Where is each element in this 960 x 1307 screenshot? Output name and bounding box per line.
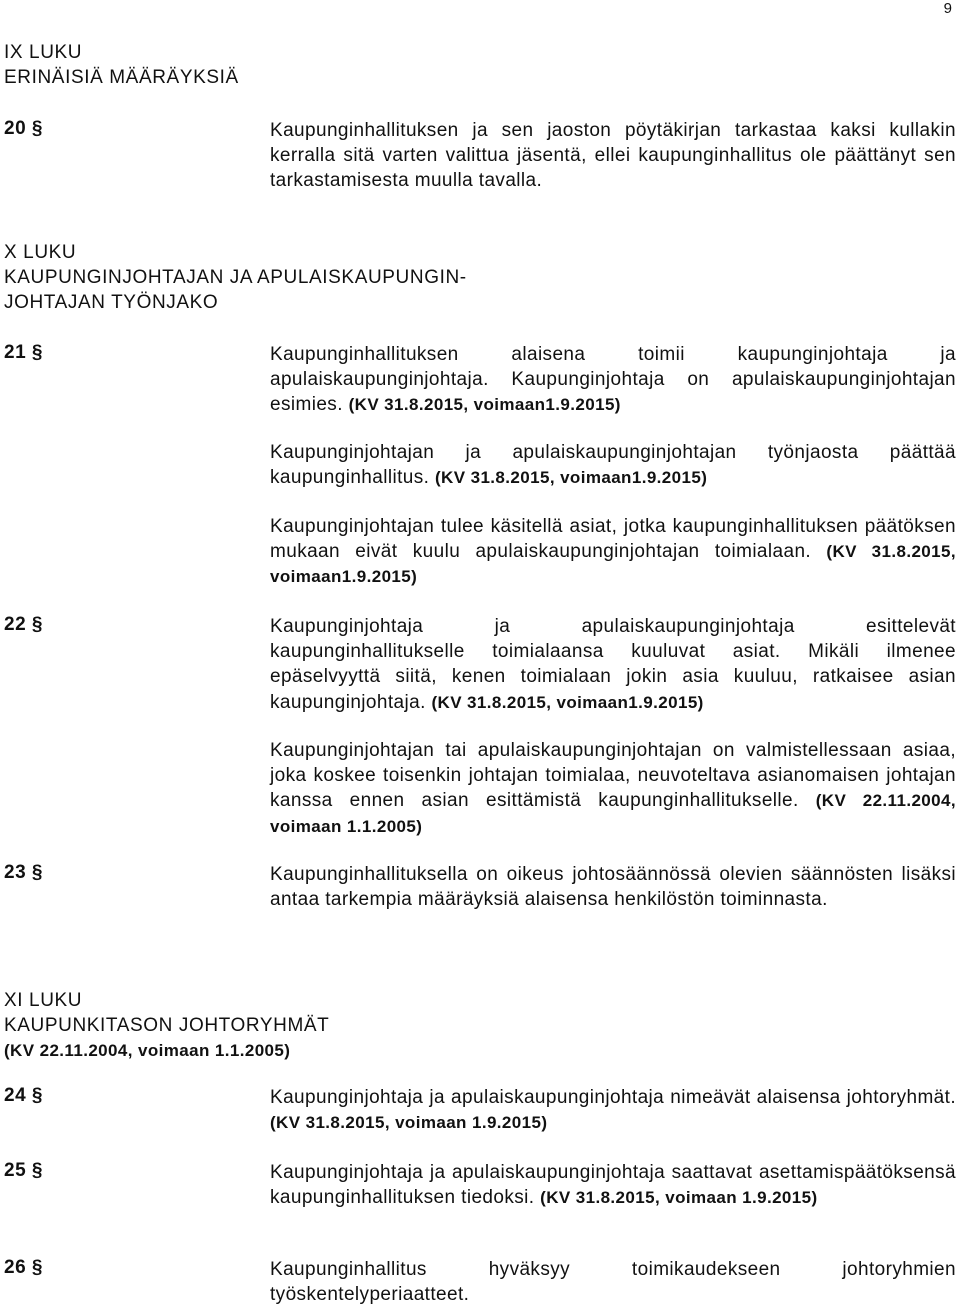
section-number-26: 26 § bbox=[4, 1257, 43, 1278]
section-25-paragraph-1 bbox=[270, 1160, 956, 1210]
chapter-number: IX LUKU bbox=[4, 42, 83, 63]
chapter-amendment-reference: (KV 22.11.2004, voimaan 1.1.2005) bbox=[4, 1041, 291, 1060]
amendment-reference: (KV 22.11.2004, voimaan 1.1.2005) bbox=[270, 791, 956, 836]
chapter-number: XI LUKU bbox=[4, 990, 83, 1011]
section-24-paragraph-1 bbox=[270, 1085, 956, 1135]
paragraph-text: Kaupunginjohtaja ja apulaiskaupunginjohtaja saattavat asettamispäätöksensä kaupunginhallituksen tiedoksi. bbox=[270, 1162, 956, 1209]
section-21-paragraph-1 bbox=[270, 342, 956, 418]
amendment-reference: (KV 31.8.2015, voimaan 1.9.2015) bbox=[270, 1113, 548, 1133]
paragraph-text: Kaupunginjohtaja ja apulaiskaupunginjohtaja esittelevät kaupunginhallitukselle toimialaansa kuuluvat asiat. Mikäli ilmenee epäselvyyttä siitä, kenen toimialaan jokin asia kuuluu, ratkaisee asian kaupunginjohtaja. bbox=[270, 616, 956, 713]
chapter-heading-xi bbox=[4, 988, 329, 1063]
paragraph-text: Kaupunginjohtajan tai apulaiskaupunginjohtajan on valmistellessaan asiaa, joka koskee toisenkin johtajan toimialaa, neuvoteltava asianomaisen johtajan kanssa ennen asian esittämistä kaupunginhallitukselle. bbox=[270, 740, 956, 812]
paragraph-text: Kaupunginhallituksen alaisena toimii kaupunginjohtaja ja apulaiskaupunginjohtaja. Kaupunginjohtaja on apulaiskaupunginjohtajan esimies. bbox=[270, 344, 956, 416]
chapter-title-line-1: KAUPUNGINJOHTAJAN JA APULAISKAUPUNGIN- bbox=[4, 267, 467, 288]
amendment-reference: (KV 31.8.2015, voimaan1.9.2015) bbox=[431, 692, 704, 712]
chapter-title: KAUPUNKITASON JOHTORYHMÄT bbox=[4, 1015, 330, 1036]
paragraph-text: Kaupunginjohtaja ja apulaiskaupunginjohtaja nimeävät alaisensa johtoryhmät. bbox=[270, 1087, 956, 1108]
amendment-reference: (KV 31.8.2015, voimaan1.9.2015) bbox=[270, 542, 956, 587]
chapter-title-line-2: JOHTAJAN TYÖNJAKO bbox=[4, 292, 219, 313]
amendment-reference: (KV 31.8.2015, voimaan1.9.2015) bbox=[348, 395, 621, 415]
section-21-paragraph-3 bbox=[270, 514, 956, 590]
section-21-paragraph-2 bbox=[270, 440, 956, 490]
section-number-23: 23 § bbox=[4, 862, 43, 883]
paragraph-text: Kaupunginjohtajan tulee käsitellä asiat, jotka kaupunginhallituksen päätöksen mukaan eivät kuulu apulaiskaupunginjohtajan toimialaan. bbox=[270, 516, 956, 563]
section-number-22: 22 § bbox=[4, 614, 43, 635]
paragraph-text: Kaupunginjohtajan ja apulaiskaupunginjohtajan työnjaosta päättää kaupunginhallitus. bbox=[270, 442, 956, 489]
chapter-title: ERINÄISIÄ MÄÄRÄYKSIÄ bbox=[4, 67, 239, 88]
page-number: 9 bbox=[943, 0, 952, 17]
chapter-number: X LUKU bbox=[4, 242, 77, 263]
section-22-paragraph-1 bbox=[270, 614, 956, 715]
section-number-25: 25 § bbox=[4, 1160, 43, 1181]
section-26-paragraph-1 bbox=[270, 1257, 956, 1307]
amendment-reference: (KV 31.8.2015, voimaan1.9.2015) bbox=[435, 468, 708, 488]
paragraph-text: Kaupunginhallituksella on oikeus johtosäännössä olevien säännösten lisäksi antaa tarkempia määräyksiä alaisensa henkilöstön toiminnasta. bbox=[270, 864, 956, 911]
chapter-heading-ix bbox=[4, 40, 239, 90]
section-23-paragraph-1 bbox=[270, 862, 956, 912]
section-22-paragraph-2 bbox=[270, 738, 956, 839]
amendment-reference: (KV 31.8.2015, voimaan 1.9.2015) bbox=[540, 1188, 818, 1208]
section-number-21: 21 § bbox=[4, 342, 43, 363]
section-20-paragraph-1 bbox=[270, 118, 956, 194]
section-number-20: 20 § bbox=[4, 118, 43, 139]
paragraph-text: Kaupunginhallitus hyväksyy toimikaudekseen johtoryhmien työskentelyperiaatteet. bbox=[270, 1259, 956, 1306]
section-number-24: 24 § bbox=[4, 1085, 43, 1106]
paragraph-text: Kaupunginhallituksen ja sen jaoston pöytäkirjan tarkastaa kaksi kullakin kerralla sitä varten valittua jäsentä, ellei kaupunginhallitus ole päättänyt sen tarkastamisesta muulla tavalla. bbox=[270, 120, 956, 192]
chapter-heading-x bbox=[4, 240, 467, 315]
